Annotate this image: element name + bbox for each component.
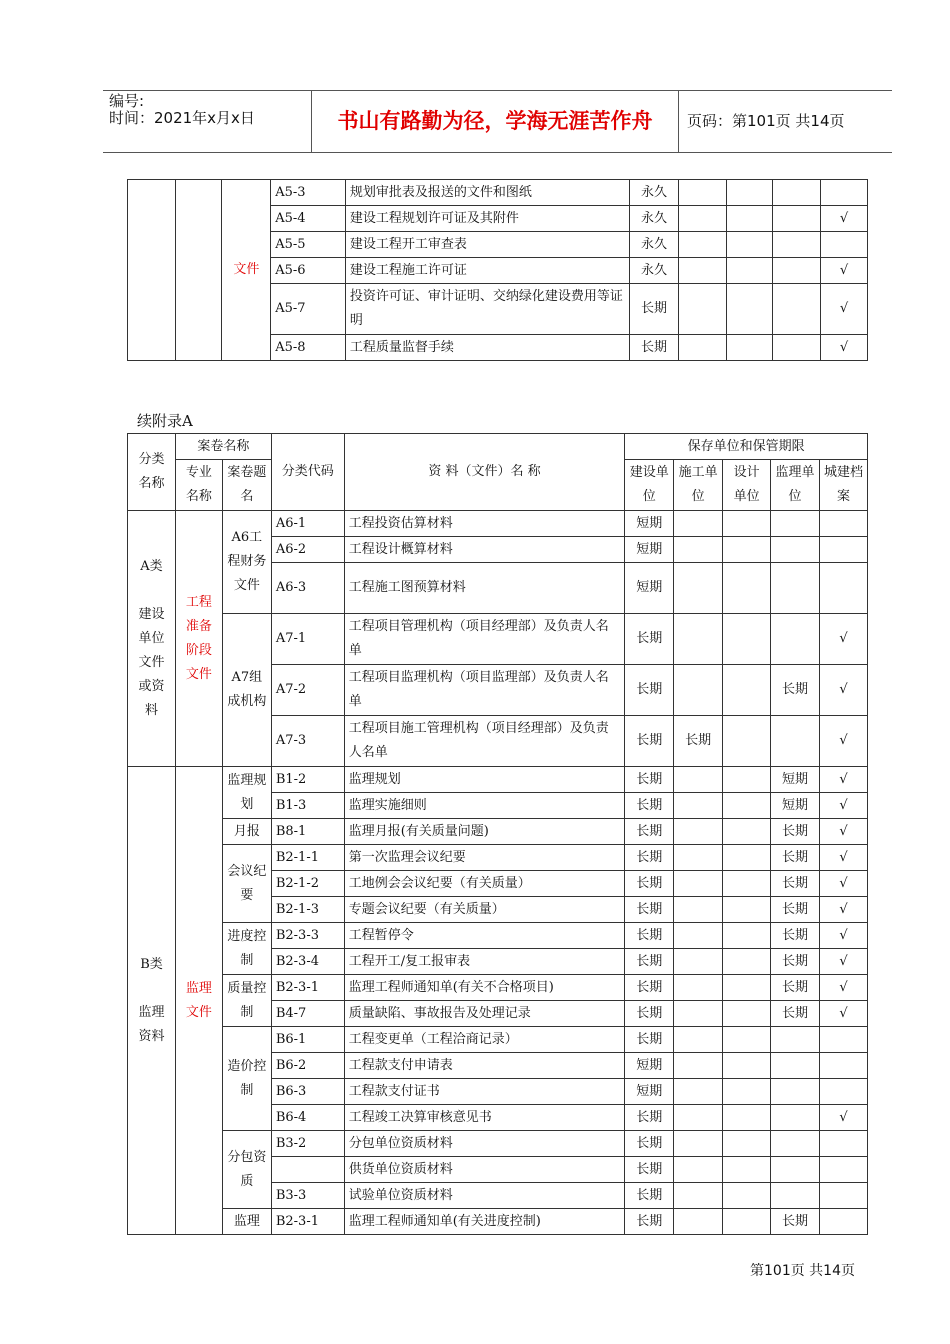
urban-archive-cell: [819, 511, 867, 537]
table-row: [128, 1027, 868, 1053]
supervise-unit-cell: [771, 614, 820, 665]
design-unit-cell: [723, 1027, 771, 1053]
empty-cell: [726, 232, 773, 258]
table-row: [128, 1209, 868, 1235]
design-unit-cell: [723, 1131, 771, 1157]
code-cell: B2-1-3: [271, 897, 344, 923]
category-cell: B类 监理资料: [128, 767, 176, 1235]
volume-title-cell: A6工程财务文件: [222, 511, 271, 614]
urban-archive-cell: [821, 180, 868, 206]
construct-unit-cell: [674, 614, 723, 665]
design-unit-cell: [723, 563, 771, 614]
supervise-unit-cell: [771, 1157, 820, 1183]
specialty-cell: 工程准备阶段文件: [175, 511, 222, 767]
urban-archive-cell: √: [821, 258, 868, 284]
table-row: [128, 975, 868, 1001]
design-unit-cell: [723, 1183, 771, 1209]
empty-cell: [726, 258, 773, 284]
code-cell: B6-1: [271, 1027, 344, 1053]
empty-cell: [726, 335, 773, 361]
supervise-unit-cell: 长期: [771, 923, 820, 949]
urban-archive-cell: [819, 1053, 867, 1079]
doc-name-cell: 监理工程师通知单(有关不合格项目): [344, 975, 625, 1001]
supervise-unit-cell: 长期: [771, 665, 820, 716]
doc-name-cell: 工程暂停令: [344, 923, 625, 949]
design-unit-cell: [723, 949, 771, 975]
construct-unit-cell: [674, 1079, 723, 1105]
design-unit-cell: [723, 923, 771, 949]
header-category: 分类名称: [128, 434, 176, 511]
urban-archive-cell: √: [819, 949, 867, 975]
header-volume-title: 案卷题名: [222, 460, 271, 511]
design-unit-cell: [723, 871, 771, 897]
build-unit-cell: 长期: [625, 614, 674, 665]
table-row: [128, 923, 868, 949]
urban-archive-cell: √: [819, 614, 867, 665]
urban-archive-cell: √: [819, 716, 867, 767]
design-unit-cell: [723, 1053, 771, 1079]
code-cell: B1-3: [271, 793, 344, 819]
header-code: 分类代码: [271, 434, 344, 511]
build-unit-cell: 短期: [625, 1053, 674, 1079]
code-cell: B4-7: [271, 1001, 344, 1027]
doc-name-cell: 第一次监理会议纪要: [344, 845, 625, 871]
supervise-unit-cell: [771, 511, 820, 537]
code-cell: B2-3-1: [271, 1209, 344, 1235]
design-unit-cell: [723, 614, 771, 665]
code-cell: B3-2: [271, 1131, 344, 1157]
doc-name-cell: 建设工程施工许可证: [345, 258, 629, 284]
doc-name-cell: 工程设计概算材料: [344, 537, 625, 563]
code-cell: B6-4: [271, 1105, 344, 1131]
header-row: [128, 434, 868, 460]
doc-name-cell: 监理实施细则: [344, 793, 625, 819]
specialty-cell: 监理文件: [175, 767, 222, 1235]
table-row: [128, 1131, 868, 1157]
code-cell: A7-1: [271, 614, 344, 665]
urban-archive-cell: √: [819, 975, 867, 1001]
empty-cell: [773, 232, 821, 258]
code-cell: B2-3-4: [271, 949, 344, 975]
urban-archive-cell: √: [819, 1105, 867, 1131]
urban-archive-cell: √: [819, 665, 867, 716]
volume-title-cell: 造价控制: [222, 1027, 271, 1131]
build-unit-cell: 长期: [625, 767, 674, 793]
supervise-unit-cell: 长期: [771, 897, 820, 923]
empty-cell: [678, 180, 726, 206]
supervise-unit-cell: 长期: [771, 949, 820, 975]
urban-archive-cell: [819, 1027, 867, 1053]
page-footer: 第101页 共14页: [750, 1263, 855, 1279]
build-unit-cell: 长期: [625, 923, 674, 949]
urban-archive-cell: √: [819, 1001, 867, 1027]
code-cell: B2-1-1: [271, 845, 344, 871]
construct-unit-cell: [674, 767, 723, 793]
empty-cell: [726, 284, 773, 335]
doc-name-cell: 工程投资估算材料: [344, 511, 625, 537]
build-unit-cell: 长期: [625, 1105, 674, 1131]
header-unit: 监理单位: [771, 460, 820, 511]
header-unit: 施工单位: [674, 460, 723, 511]
build-unit-cell: 永久: [630, 232, 679, 258]
build-unit-cell: 永久: [630, 206, 679, 232]
construct-unit-cell: [674, 949, 723, 975]
doc-name-cell: 规划审批表及报送的文件和图纸: [345, 180, 629, 206]
build-unit-cell: 永久: [630, 180, 679, 206]
empty-cell: [726, 180, 773, 206]
header-doc-name: 资 料（文件）名 称: [344, 434, 625, 511]
construct-unit-cell: [674, 1183, 723, 1209]
doc-name-cell: 专题会议纪要（有关质量）: [344, 897, 625, 923]
build-unit-cell: 长期: [625, 1131, 674, 1157]
code-cell: B1-2: [271, 767, 344, 793]
doc-name-cell: 工程质量监督手续: [345, 335, 629, 361]
doc-name-cell: 分包单位资质材料: [344, 1131, 625, 1157]
build-unit-cell: 长期: [625, 1027, 674, 1053]
empty-cell: [773, 258, 821, 284]
build-unit-cell: 长期: [625, 819, 674, 845]
empty-cell: [678, 284, 726, 335]
build-unit-cell: 长期: [625, 1209, 674, 1235]
design-unit-cell: [723, 819, 771, 845]
empty-cell: [773, 206, 821, 232]
build-unit-cell: 长期: [625, 949, 674, 975]
build-unit-cell: 长期: [625, 845, 674, 871]
construct-unit-cell: [674, 665, 723, 716]
urban-archive-cell: [821, 232, 868, 258]
header-page-number: 页码：第101页 共14页: [687, 112, 845, 130]
main-table: [127, 433, 868, 1235]
design-unit-cell: [723, 975, 771, 1001]
construct-unit-cell: [674, 923, 723, 949]
volume-title-cell: 进度控制: [222, 923, 271, 975]
construct-unit-cell: [674, 1157, 723, 1183]
table-row: [128, 180, 868, 206]
urban-archive-cell: [819, 1131, 867, 1157]
design-unit-cell: [723, 1157, 771, 1183]
build-unit-cell: 永久: [630, 258, 679, 284]
supervise-unit-cell: 长期: [771, 1209, 820, 1235]
urban-archive-cell: [819, 1079, 867, 1105]
doc-name-cell: 监理工程师通知单(有关进度控制): [344, 1209, 625, 1235]
code-cell: B6-2: [271, 1053, 344, 1079]
construct-unit-cell: [674, 1027, 723, 1053]
supervise-unit-cell: 长期: [771, 845, 820, 871]
doc-name-cell: 工程变更单（工程洽商记录）: [344, 1027, 625, 1053]
construct-unit-cell: [674, 1053, 723, 1079]
build-unit-cell: 长期: [625, 975, 674, 1001]
header-meta: [103, 91, 311, 152]
doc-number-label: 编号:: [109, 92, 145, 110]
build-unit-cell: 长期: [625, 716, 674, 767]
design-unit-cell: [723, 897, 771, 923]
header-unit: 城建档案: [819, 460, 867, 511]
header-motto: 书山有路勤为径，学海无涯苦作舟: [311, 91, 679, 152]
code-cell: A5-4: [271, 206, 346, 232]
construct-unit-cell: [674, 897, 723, 923]
doc-name-cell: 工程竣工决算审核意见书: [344, 1105, 625, 1131]
design-unit-cell: [723, 1001, 771, 1027]
code-cell: A5-3: [271, 180, 346, 206]
table-row: [128, 511, 868, 537]
doc-name-cell: 工程项目监理机构（项目监理部）及负责人名单: [344, 665, 625, 716]
doc-name-cell: 工程施工图预算材料: [344, 563, 625, 614]
header-specialty: 专业名称: [175, 460, 222, 511]
build-unit-cell: 长期: [625, 871, 674, 897]
continue-label: 续附录A: [137, 412, 193, 430]
code-cell: B2-1-2: [271, 871, 344, 897]
header-unit: 设计单位: [723, 460, 771, 511]
doc-name-cell: 工地例会会议纪要（有关质量）: [344, 871, 625, 897]
design-unit-cell: [723, 537, 771, 563]
construct-unit-cell: [674, 871, 723, 897]
construct-unit-cell: [674, 793, 723, 819]
urban-archive-cell: √: [819, 819, 867, 845]
empty-cell: [175, 180, 222, 361]
volume-title-cell: A7组成机构: [222, 614, 271, 767]
doc-name-cell: 工程开工/复工报审表: [344, 949, 625, 975]
code-cell: B6-3: [271, 1079, 344, 1105]
table-row: [128, 614, 868, 665]
urban-archive-cell: √: [819, 845, 867, 871]
supervise-unit-cell: 长期: [771, 975, 820, 1001]
urban-archive-cell: [819, 563, 867, 614]
category-cell: A类 建设单位文件或资料: [128, 511, 176, 767]
empty-cell: [773, 180, 821, 206]
build-unit-cell: 长期: [625, 1157, 674, 1183]
supervise-unit-cell: [771, 1183, 820, 1209]
volume-title-cell: 分包资质: [222, 1131, 271, 1209]
volume-title-cell: 监理规划: [222, 767, 271, 819]
supervise-unit-cell: 长期: [771, 1001, 820, 1027]
doc-time-label: 时间：2021年x月x日: [109, 109, 255, 127]
header-unit: 建设单位: [625, 460, 674, 511]
code-cell: B2-3-1: [271, 975, 344, 1001]
urban-archive-cell: √: [819, 897, 867, 923]
volume-title-cell: 月报: [222, 819, 271, 845]
doc-name-cell: 建设工程规划许可证及其附件: [345, 206, 629, 232]
doc-name-cell: 试验单位资质材料: [344, 1183, 625, 1209]
empty-cell: [726, 206, 773, 232]
supervise-unit-cell: [771, 1027, 820, 1053]
design-unit-cell: [723, 665, 771, 716]
table-row: [128, 819, 868, 845]
supervise-unit-cell: 短期: [771, 767, 820, 793]
supervise-unit-cell: 长期: [771, 871, 820, 897]
code-cell: [271, 1157, 344, 1183]
top-table: [127, 179, 868, 361]
doc-name-cell: 供货单位资质材料: [344, 1157, 625, 1183]
supervise-unit-cell: [771, 563, 820, 614]
urban-archive-cell: √: [819, 767, 867, 793]
code-cell: B3-3: [271, 1183, 344, 1209]
table-row: [128, 845, 868, 871]
construct-unit-cell: [674, 511, 723, 537]
build-unit-cell: 长期: [625, 1001, 674, 1027]
build-unit-cell: 短期: [625, 1079, 674, 1105]
code-cell: A5-6: [271, 258, 346, 284]
code-cell: A7-2: [271, 665, 344, 716]
supervise-unit-cell: [771, 1053, 820, 1079]
empty-cell: [678, 258, 726, 284]
build-unit-cell: 长期: [630, 335, 679, 361]
urban-archive-cell: √: [821, 206, 868, 232]
header-storage: 保存单位和保管期限: [625, 434, 868, 460]
construct-unit-cell: 长期: [674, 716, 723, 767]
construct-unit-cell: [674, 537, 723, 563]
doc-name-cell: 监理规划: [344, 767, 625, 793]
volume-title-cell: 文件: [222, 180, 271, 361]
design-unit-cell: [723, 511, 771, 537]
volume-title-cell: 质量控制: [222, 975, 271, 1027]
supervise-unit-cell: [771, 1079, 820, 1105]
construct-unit-cell: [674, 1209, 723, 1235]
empty-cell: [128, 180, 176, 361]
doc-name-cell: 建设工程开工审查表: [345, 232, 629, 258]
code-cell: A6-2: [271, 537, 344, 563]
design-unit-cell: [723, 1105, 771, 1131]
construct-unit-cell: [674, 975, 723, 1001]
code-cell: A5-7: [271, 284, 346, 335]
urban-archive-cell: √: [819, 923, 867, 949]
build-unit-cell: 长期: [625, 1183, 674, 1209]
urban-archive-cell: [819, 1209, 867, 1235]
code-cell: B8-1: [271, 819, 344, 845]
build-unit-cell: 短期: [625, 563, 674, 614]
doc-name-cell: 工程项目施工管理机构（项目经理部）及负责人名单: [344, 716, 625, 767]
design-unit-cell: [723, 1079, 771, 1105]
supervise-unit-cell: [771, 716, 820, 767]
urban-archive-cell: [819, 1157, 867, 1183]
urban-archive-cell: √: [821, 335, 868, 361]
build-unit-cell: 短期: [625, 537, 674, 563]
construct-unit-cell: [674, 1001, 723, 1027]
build-unit-cell: 长期: [625, 793, 674, 819]
urban-archive-cell: √: [819, 871, 867, 897]
construct-unit-cell: [674, 1105, 723, 1131]
code-cell: A6-1: [271, 511, 344, 537]
supervise-unit-cell: [771, 537, 820, 563]
volume-title-cell: 会议纪要: [222, 845, 271, 923]
empty-cell: [773, 284, 821, 335]
design-unit-cell: [723, 767, 771, 793]
construct-unit-cell: [674, 1131, 723, 1157]
urban-archive-cell: √: [821, 284, 868, 335]
page-header: [103, 90, 892, 153]
supervise-unit-cell: 短期: [771, 793, 820, 819]
header-volume: 案卷名称: [175, 434, 271, 460]
volume-title-cell: 监理: [222, 1209, 271, 1235]
construct-unit-cell: [674, 819, 723, 845]
urban-archive-cell: [819, 1183, 867, 1209]
construct-unit-cell: [674, 563, 723, 614]
build-unit-cell: 长期: [625, 665, 674, 716]
code-cell: A7-3: [271, 716, 344, 767]
construct-unit-cell: [674, 845, 723, 871]
empty-cell: [678, 206, 726, 232]
urban-archive-cell: [819, 537, 867, 563]
supervise-unit-cell: [771, 1105, 820, 1131]
doc-name-cell: 工程款支付申请表: [344, 1053, 625, 1079]
doc-name-cell: 质量缺陷、事故报告及处理记录: [344, 1001, 625, 1027]
design-unit-cell: [723, 845, 771, 871]
supervise-unit-cell: [771, 1131, 820, 1157]
design-unit-cell: [723, 1209, 771, 1235]
doc-name-cell: 工程项目管理机构（项目经理部）及负责人名单: [344, 614, 625, 665]
doc-name-cell: 投资许可证、审计证明、交纳绿化建设费用等证明: [345, 284, 629, 335]
empty-cell: [678, 335, 726, 361]
empty-cell: [678, 232, 726, 258]
design-unit-cell: [723, 793, 771, 819]
doc-name-cell: 监理月报(有关质量问题): [344, 819, 625, 845]
supervise-unit-cell: 长期: [771, 819, 820, 845]
build-unit-cell: 短期: [625, 511, 674, 537]
urban-archive-cell: √: [819, 793, 867, 819]
code-cell: B2-3-3: [271, 923, 344, 949]
table-row: [128, 767, 868, 793]
code-cell: A6-3: [271, 563, 344, 614]
doc-name-cell: 工程款支付证书: [344, 1079, 625, 1105]
code-cell: A5-8: [271, 335, 346, 361]
design-unit-cell: [723, 716, 771, 767]
build-unit-cell: 长期: [625, 897, 674, 923]
empty-cell: [773, 335, 821, 361]
build-unit-cell: 长期: [630, 284, 679, 335]
code-cell: A5-5: [271, 232, 346, 258]
